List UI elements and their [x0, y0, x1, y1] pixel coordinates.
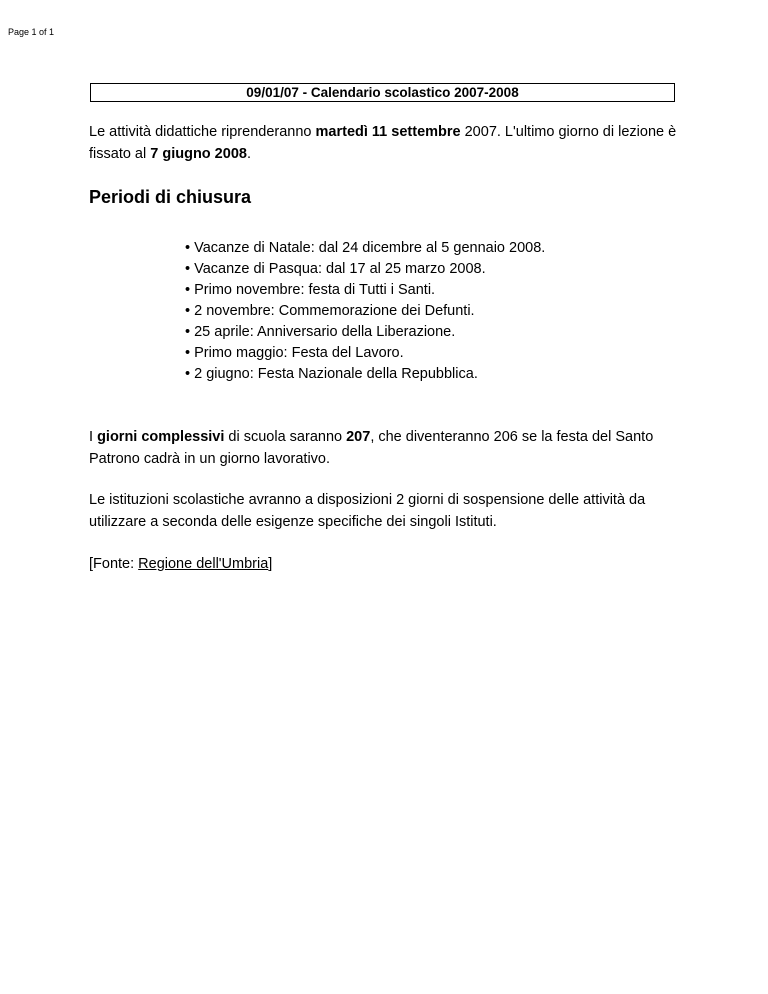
intro-text-3: . [246, 146, 251, 162]
list-item: • Primo maggio: Festa del Lavoro. [185, 345, 404, 361]
list-item: • Primo novembre: festa di Tutti i Santi. [185, 282, 436, 298]
source-paragraph [89, 553, 689, 575]
institutions-paragraph: Le istituzioni scolastiche avranno a disposizioni 2 giorni di sospensione delle attività da utilizzare a seconda delle esigenze specifiche dei singoli Istituti. [89, 492, 646, 530]
section-heading: Periodi di chiusura [89, 187, 252, 207]
total-days-text-2: di scuola saranno [224, 429, 347, 445]
source-link[interactable]: Regione dell'Umbria [138, 556, 269, 572]
intro-text-2: 2007. L'ultimo giorno di lezione è fissato al [89, 124, 677, 162]
total-days-text-3: , che diventeranno 206 se la festa del Santo Patrono cadrà in un giorno lavorativo. [89, 429, 654, 467]
total-days-count: 207 [346, 429, 371, 445]
article-body [89, 121, 689, 575]
closure-periods-list [185, 238, 689, 385]
intro-paragraph [89, 121, 689, 165]
list-item: • Vacanze di Natale: dal 24 dicembre al 5 gennaio 2008. [185, 240, 546, 256]
list-item: • 25 aprile: Anniversario della Liberazione. [185, 324, 456, 340]
list-item: • 2 novembre: Commemorazione dei Defunti. [185, 303, 475, 319]
total-days-text-1: I [89, 429, 98, 445]
source-suffix: ] [268, 556, 273, 572]
intro-start-date: martedì 11 settembre [315, 124, 461, 140]
list-item: • Vacanze di Pasqua: dal 17 al 25 marzo 2008. [185, 261, 486, 277]
page-number-label: Page 1 of 1 [8, 27, 55, 37]
intro-end-date: 7 giugno 2008 [150, 146, 247, 162]
list-item: • 2 giugno: Festa Nazionale della Repubblica. [185, 366, 478, 382]
source-prefix: [Fonte: [89, 556, 139, 572]
total-days-label: giorni complessivi [97, 429, 225, 445]
total-days-paragraph [89, 426, 689, 470]
article-title: 09/01/07 - Calendario scolastico 2007-2008 [90, 83, 675, 102]
intro-text-1: Le attività didattiche riprenderanno [89, 124, 316, 140]
